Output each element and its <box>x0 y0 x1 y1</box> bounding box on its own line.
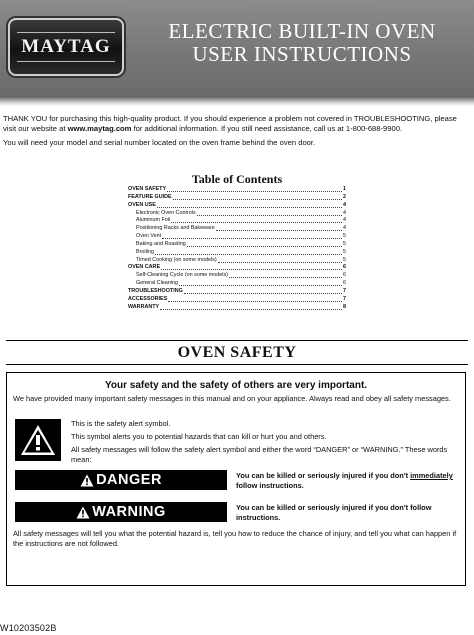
toc-entry <box>128 241 346 249</box>
danger-text-b: follow instructions. <box>236 480 304 490</box>
toc-entry-page: 4 <box>343 209 346 216</box>
toc-entry-page: 4 <box>343 225 346 232</box>
toc-entry-label: Self-Cleaning Cycle (on some models) <box>136 272 228 279</box>
toc-entry <box>128 202 346 210</box>
toc-leader-dots <box>216 225 342 231</box>
intro-p1-b: for additional information. If you still need assistance, call us at 1-800-688-9900. <box>131 124 403 133</box>
toc-entry-label: Electronic Oven Controls <box>136 209 196 216</box>
toc-entry <box>128 186 346 194</box>
safety-message-box <box>6 372 466 586</box>
toc-entry <box>128 296 346 304</box>
title-line-2: USER INSTRUCTIONS <box>192 42 412 66</box>
toc-entry-page: 5 <box>343 233 346 240</box>
warning-word: WARNING <box>92 504 166 520</box>
toc-leader-dots <box>187 241 342 247</box>
safety-alert-triangle-icon <box>15 419 61 461</box>
warning-label <box>15 502 227 522</box>
alert-line-2: This symbol alerts you to potential hazards that can kill or hurt you and others. <box>71 432 327 441</box>
toc-leader-dots <box>161 264 342 270</box>
toc-leader-dots <box>179 280 342 286</box>
alert-explanation <box>71 419 451 468</box>
intro-paragraph-2: You will need your model and serial number located on the oven frame behind the oven door. <box>3 138 316 147</box>
toc-entry-page: 6 <box>343 280 346 287</box>
toc-entry-page: 5 <box>343 240 346 247</box>
toc-title: Table of Contents <box>191 172 283 186</box>
header-banner <box>0 0 474 98</box>
toc-entry-page: 4 <box>343 217 346 224</box>
document-title <box>130 20 474 66</box>
toc-entry-page: 2 <box>343 193 346 200</box>
danger-label <box>15 470 227 490</box>
toc-leader-dots <box>168 296 342 302</box>
toc-entry-label: Broiling <box>136 248 154 255</box>
toc-leader-dots <box>173 194 342 200</box>
section-rule-bottom <box>6 364 468 365</box>
section-rule-top <box>6 340 468 341</box>
alert-line-3: All safety messages will follow the safety alert symbol and either the word “DANGER” or “WARNING.” These words mean: <box>71 445 448 464</box>
toc-leader-dots <box>197 210 342 216</box>
toc-entry-label: Aluminum Foil <box>136 217 171 224</box>
toc-entry <box>128 257 346 265</box>
toc-entry-label: OVEN SAFETY <box>128 186 167 192</box>
toc-entry <box>128 233 346 241</box>
danger-word: DANGER <box>96 472 162 488</box>
intro-text <box>3 114 469 152</box>
toc-entry-label: Oven Vent <box>136 233 162 240</box>
toc-entry-label: WARRANTY <box>128 303 160 310</box>
toc-entry-page: 1 <box>343 186 346 192</box>
toc-entry <box>128 194 346 202</box>
toc-entry-label: TROUBLESHOOTING <box>128 287 183 294</box>
toc-entry <box>128 225 346 233</box>
title-line-1: ELECTRIC BUILT-IN OVEN <box>168 19 436 43</box>
toc-leader-dots <box>218 257 342 263</box>
toc-entry <box>128 272 346 280</box>
danger-text <box>236 471 461 490</box>
toc-entry-page: 4 <box>343 201 346 208</box>
part-number: W10203502B <box>0 623 57 633</box>
alert-line-1: This is the safety alert symbol. <box>71 419 171 428</box>
toc-entry-page: 8 <box>343 303 346 310</box>
toc-entry <box>128 304 346 312</box>
intro-paragraph-1 <box>3 114 469 134</box>
toc-entry <box>128 249 346 257</box>
toc-entry-page: 7 <box>343 287 346 294</box>
safety-footer: All safety messages will tell you what the potential hazard is, tell you how to reduce the chance of injury, and tell you what can happen if the instructions are not followed. <box>13 529 457 548</box>
safety-heading: Your safety and the safety of others are very important. <box>104 380 368 391</box>
toc-entry-page: 6 <box>343 272 346 279</box>
toc-entry-page: 6 <box>343 264 346 271</box>
warning-text: You can be killed or seriously injured if you don't follow instructions. <box>236 503 432 522</box>
toc-entry-label: OVEN CARE <box>128 264 161 271</box>
table-of-contents <box>128 186 346 312</box>
toc-entry-label: FEATURE GUIDE <box>128 193 172 200</box>
danger-text-emphasis: immediately <box>410 471 453 480</box>
warning-triangle-icon <box>76 506 90 519</box>
toc-entry <box>128 280 346 288</box>
toc-entry-page: 5 <box>343 256 346 263</box>
intro-p1-a: THANK YOU for purchasing this high-quality product. If you should experience a problem not covered in TROUBLESHOOTING, please visit our website at <box>3 114 457 133</box>
toc-leader-dots <box>171 217 342 223</box>
toc-entry <box>128 210 346 218</box>
toc-entry <box>128 217 346 225</box>
toc-entry-label: Positioning Racks and Bakeware <box>136 225 215 232</box>
safety-intro: We have provided many important safety messages in this manual and on your appliance. Always read and obey all safety messages. <box>13 394 451 403</box>
toc-entry-label: OVEN USE <box>128 201 156 208</box>
toc-entry-page: 5 <box>343 248 346 255</box>
toc-entry-page: 7 <box>343 295 346 302</box>
logo-text: MAYTAG <box>17 32 114 62</box>
toc-entry <box>128 264 346 272</box>
oven-safety-title: OVEN SAFETY <box>177 344 297 361</box>
danger-text-a: You can be killed or seriously injured if you don't <box>236 471 411 480</box>
toc-entry-label: Baking and Roasting <box>136 240 186 247</box>
maytag-logo <box>8 18 124 76</box>
toc-entry-label: Timed Cooking (on some models) <box>136 256 217 263</box>
toc-leader-dots <box>157 202 342 208</box>
toc-leader-dots <box>229 272 342 278</box>
warning-triangle-icon <box>80 474 94 487</box>
toc-leader-dots <box>155 249 342 255</box>
toc-entry-label: ACCESSORIES <box>128 295 168 302</box>
toc-entry <box>128 288 346 296</box>
toc-leader-dots <box>184 288 342 294</box>
toc-entry-label: General Cleaning <box>136 280 178 287</box>
website-link: www.maytag.com <box>67 124 132 133</box>
toc-leader-dots <box>162 233 342 239</box>
toc-leader-dots <box>160 304 342 310</box>
toc-leader-dots <box>167 186 342 192</box>
